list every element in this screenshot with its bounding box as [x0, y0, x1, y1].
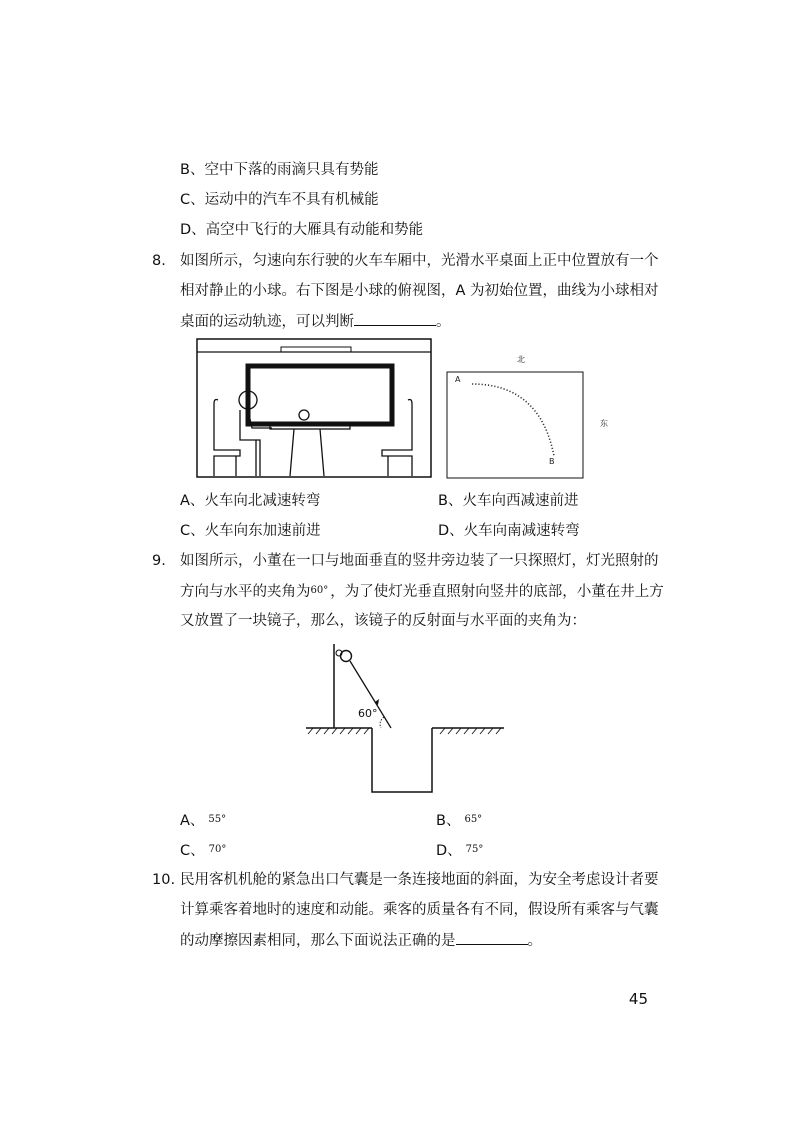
q9-angle-inline: 60°	[310, 585, 329, 596]
q8-label-b: B	[549, 457, 555, 466]
q9-well-figure	[300, 640, 510, 800]
q10-stem-tail: 。	[527, 933, 542, 949]
q8-stem-tail: 。	[436, 314, 451, 330]
q9-stem-line-1: 如图所示，小董在一口与地面垂直的竖井旁边装了一只探照灯，灯光照射的	[180, 553, 659, 569]
q8-answer-blank	[354, 311, 436, 326]
q8-option-a: A、火车向北减速转弯	[180, 493, 321, 509]
q9-stem-line-3: 又放置了一块镜子，那么，该镜子的反射面与水平面的夹角为：	[180, 613, 586, 629]
q9-option-a-value: 55°	[208, 814, 227, 825]
q9-option-a	[180, 810, 226, 831]
q8-label-a: A	[455, 375, 461, 384]
q9-number: 9.	[152, 553, 166, 569]
q8-number: 8.	[152, 253, 166, 269]
q10-number: 10.	[152, 872, 176, 888]
q8-option-c: C、火车向东加速前进	[180, 523, 321, 539]
q9-well	[372, 728, 432, 792]
q9-option-d	[436, 840, 483, 861]
q9-stem-line-2-before: 方向与水平的夹角为	[180, 584, 311, 600]
q8-trajectory-curve	[472, 384, 554, 456]
q8-label-north: 北	[517, 355, 525, 364]
q8-stem-line-3	[180, 311, 451, 332]
q9-option-a-label: A、	[180, 813, 205, 829]
q8-carriage-figure	[196, 338, 432, 478]
q10-stem-line-1: 民用客机机舱的紧急出口气囊是一条连接地面的斜面，为安全考虑设计者要	[180, 872, 659, 888]
q8-stem-line-1: 如图所示，匀速向东行驶的火车车厢中，光滑水平桌面上正中位置放有一个	[180, 253, 659, 269]
q8-option-b: B、火车向西减速前进	[438, 493, 579, 509]
q9-option-c-label: C、	[180, 843, 205, 859]
q9-option-d-value: 75°	[465, 844, 484, 855]
q8-stem-line-2: 相对静止的小球。右下图是小球的俯视图，A 为初始位置，曲线为小球相对	[180, 283, 659, 299]
q7-option-d: D、高空中飞行的大雁具有动能和势能	[180, 222, 424, 238]
q8-topview-figure	[440, 350, 620, 482]
q9-stem-line-2	[180, 581, 664, 602]
q9-option-b	[436, 810, 482, 831]
q9-option-c	[180, 840, 226, 861]
q8-label-east: 东	[600, 419, 608, 428]
q8-stem-line-3-text: 桌面的运动轨迹，可以判断	[180, 314, 354, 330]
q7-option-c: C、运动中的汽车不具有机械能	[180, 192, 379, 208]
q9-option-b-label: B、	[436, 813, 461, 829]
q9-option-b-value: 65°	[464, 814, 483, 825]
q10-stem-line-3	[180, 930, 542, 951]
q10-answer-blank	[456, 930, 528, 945]
q8-option-d: D、火车向南减速转弯	[438, 523, 580, 539]
q9-option-c-value: 70°	[208, 844, 227, 855]
q7-option-b: B、空中下落的雨滴只具有势能	[180, 162, 379, 178]
q9-stem-line-2-after: ，为了使灯光垂直照射向竖井的底部，小董在井上方	[330, 584, 664, 600]
q9-figure-angle-label: 60°	[358, 707, 378, 720]
q10-stem-line-3-text: 的动摩擦因素相同，那么下面说法正确的是	[180, 933, 456, 949]
page-number: 45	[628, 990, 648, 1008]
q9-option-d-label: D、	[436, 843, 462, 859]
q10-stem-line-2: 计算乘客着地时的速度和动能。乘客的质量各有不同，假设所有乘客与气囊	[180, 902, 659, 918]
